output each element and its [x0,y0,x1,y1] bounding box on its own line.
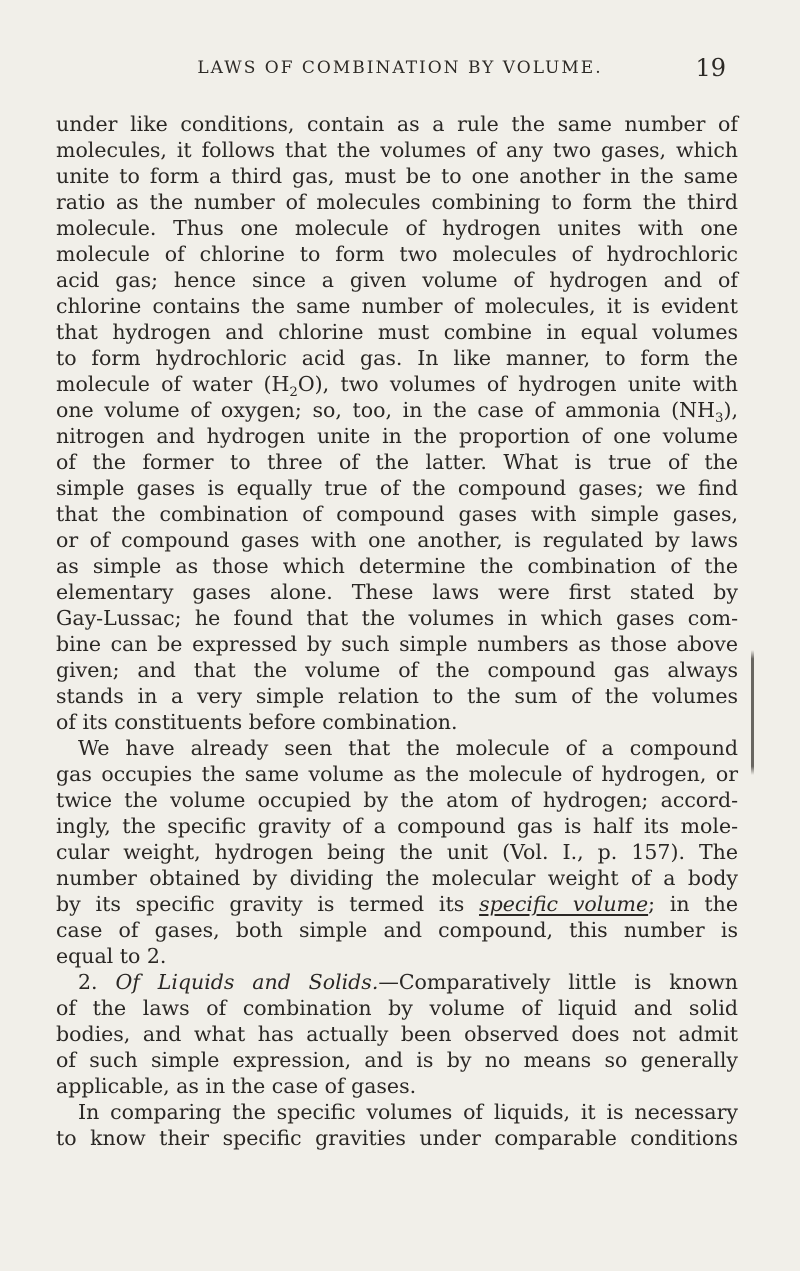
text-line: or of compound gases with one another, is regulated by laws [56,528,738,552]
text-line: that the combination of compound gases with simple gases, [56,502,738,526]
text-line: We have already seen that the molecule of a compound [78,736,738,760]
text-line: equal to 2. [56,944,167,968]
text-line: that hydrogen and chlorine must combine in equal volumes [56,320,738,344]
specific-volume-text-after: ; in the [648,892,738,916]
section-number: 2. [78,970,116,994]
ammonia-formula-line [56,397,738,426]
body-text [56,111,738,1151]
section-2 [56,969,738,1099]
text-line: as simple as those which determine the combination of the [56,554,738,578]
text-line: stands in a very simple relation to the sum of the volumes [56,684,738,708]
paragraph-3 [56,1099,738,1151]
page-edge-mark [751,650,754,775]
text-line: to form hydrochloric acid gas. In like manner, to form the [56,346,738,370]
paragraph-1 [56,111,738,735]
section-title: Of Liquids and Solids. [115,970,379,994]
text-line: gas occupies the same volume as the molecule of hydrogen, or [56,762,738,786]
text-line: of the laws of combination by volume of liquid and solid [56,996,738,1020]
text-line: ratio as the number of molecules combining to form the third [56,190,738,214]
text-line: of its constituents before combination. [56,710,458,734]
text-line: ingly, the specific gravity of a compound gas is half its mole- [56,814,738,838]
water-formula-line [56,371,738,400]
text-line: twice the volume occupied by the atom of hydrogen; accord- [56,788,738,812]
text-line: elementary gases alone. These laws were first stated by [56,580,738,604]
text-line: Gay-Lussac; he found that the volumes in which gases com- [56,606,738,630]
specific-volume-text-before: by its specific gravity is termed its [56,892,480,916]
specific-volume-line [56,891,738,917]
text-line: molecule. Thus one molecule of hydrogen unites with one [56,216,738,240]
text-line: simple gases is equally true of the compound gases; we find [56,476,738,500]
paragraph-2 [56,735,738,969]
text-line: nitrogen and hydrogen unite in the proportion of one volume [56,424,738,448]
text-line: given; and that the volume of the compound gas always [56,658,738,682]
specific-volume-term: specific volume [479,892,649,916]
running-head: LAWS OF COMBINATION BY VOLUME. [197,58,603,78]
text-line: case of gases, both simple and compound, this number is [56,918,738,942]
text-line: molecules, it follows that the volumes of any two gases, which [56,138,738,162]
text-line: to know their specific gravities under comparable conditions [56,1126,738,1150]
ammonia-subscript: 3 [715,410,724,426]
page-number: 19 [695,54,726,82]
text-line: number obtained by dividing the molecular weight of a body [56,866,738,890]
water-text-before: molecule of water (H [56,372,290,396]
text-line: bine can be expressed by such simple numbers as those above [56,632,738,656]
text-line: bodies, and what has actually been observed does not admit [56,1022,738,1046]
ammonia-text-after: ), [723,398,738,422]
water-subscript: 2 [289,384,298,400]
text-line: of such simple expression, and is by no means so generally [56,1048,738,1072]
ammonia-text-before: one volume of oxygen; so, too, in the case of ammonia (NH [56,398,715,422]
page-header [0,54,800,88]
text-line: acid gas; hence since a given volume of hydrogen and of [56,268,738,292]
section-title-rest: —Comparatively little is known [378,970,738,994]
text-line: unite to form a third gas, must be to one another in the same [56,164,738,188]
text-line: chlorine contains the same number of molecules, it is evident [56,294,738,318]
text-line: cular weight, hydrogen being the unit (Vol. I., p. 157). The [56,840,738,864]
text-line: under like conditions, contain as a rule the same number of [56,112,738,136]
text-line: applicable, as in the case of gases. [56,1074,417,1098]
text-line: In comparing the specific volumes of liquids, it is necessary [78,1100,738,1124]
text-line: molecule of chlorine to form two molecules of hydrochloric [56,242,738,266]
section-heading-line [56,969,738,995]
water-text-after: O), two volumes of hydrogen unite with [297,372,738,396]
text-line: of the former to three of the latter. What is true of the [56,450,738,474]
